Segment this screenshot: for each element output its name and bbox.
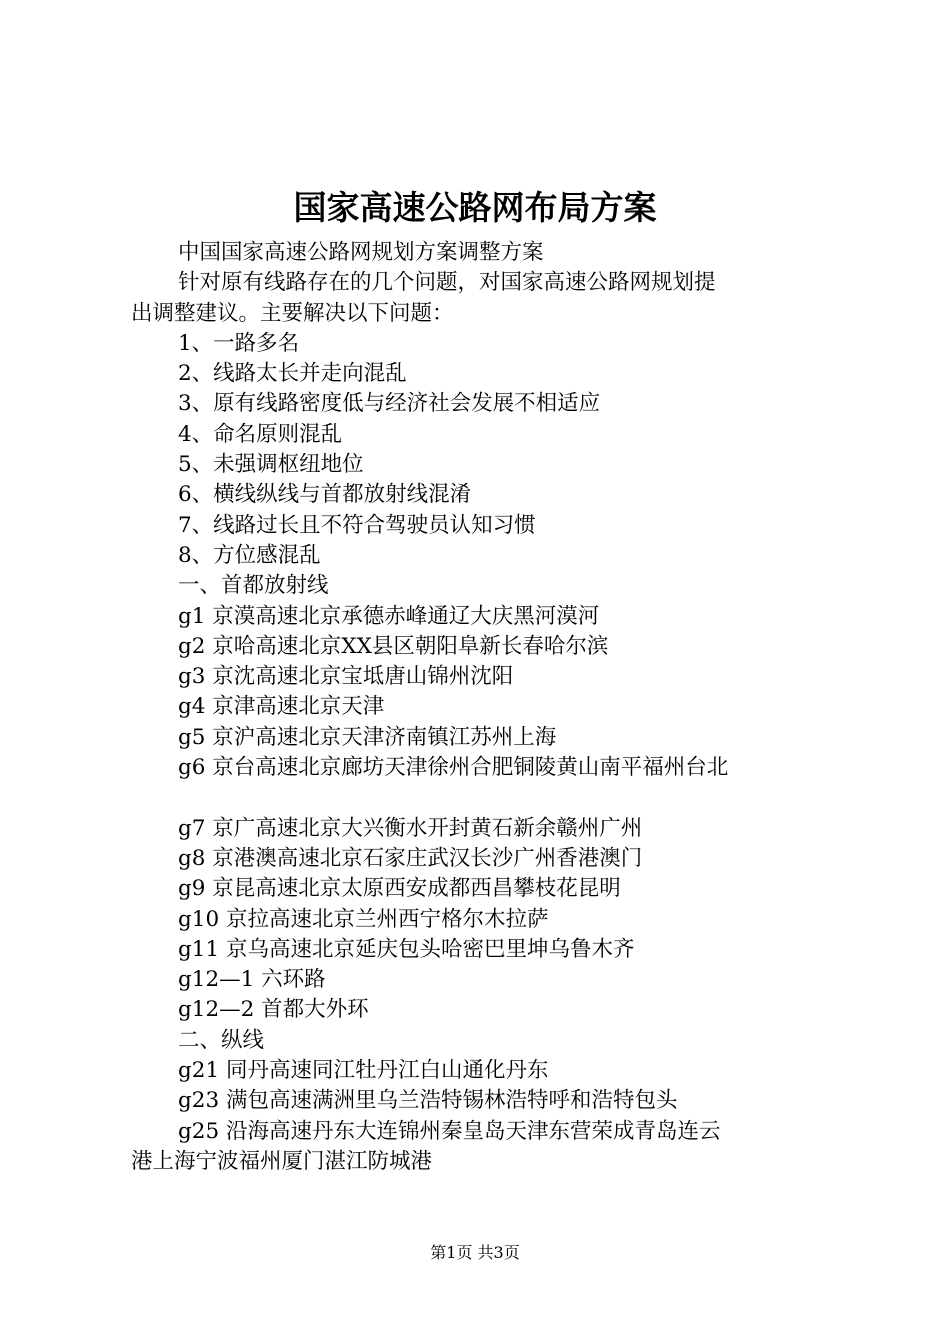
page-footer: 第1页 共3页 xyxy=(430,1243,520,1262)
route-item: g5 京沪高速北京天津济南镇江苏州上海 xyxy=(178,724,557,750)
route-item: g25 沿海高速丹东大连锦州秦皇岛天津东营荣成青岛连云 xyxy=(178,1118,721,1144)
problem-item: 2、线路太长并走向混乱 xyxy=(178,361,407,387)
route-item: g12—1 六环路 xyxy=(178,967,326,993)
route-item: g1 京漠高速北京承德赤峰通辽大庆黑河漠河 xyxy=(178,603,600,629)
problem-item: 5、未强调枢纽地位 xyxy=(178,452,364,478)
blank-line xyxy=(131,783,831,813)
route-item: g6 京台高速北京廊坊天津徐州合肥铜陵黄山南平福州台北 xyxy=(178,755,729,781)
route-item: g12—2 首都大外环 xyxy=(178,997,369,1023)
route-item: g4 京津高速北京天津 xyxy=(178,694,385,720)
problem-item: 6、横线纵线与首都放射线混淆 xyxy=(178,482,472,508)
route-item: g2 京哈高速北京XX县区朝阳阜新长春哈尔滨 xyxy=(178,633,609,659)
paragraph-subtitle: 中国国家高速公路网规划方案调整方案 xyxy=(178,240,544,265)
problem-item: 1、一路多名 xyxy=(178,330,300,356)
document-title: 国家高速公路网布局方案 xyxy=(293,188,657,227)
section-heading-vertical: 二、纵线 xyxy=(178,1027,265,1053)
problem-item: 7、线路过长且不符合驾驶员认知习惯 xyxy=(178,512,536,538)
route-item: g7 京广高速北京大兴衡水开封黄石新余赣州广州 xyxy=(178,815,643,841)
route-item: g8 京港澳高速北京石家庄武汉长沙广州香港澳门 xyxy=(178,845,643,871)
paragraph-intro: 针对原有线路存在的几个问题，对国家高速公路网规划提 xyxy=(178,270,716,296)
route-item: g9 京昆高速北京太原西安成都西昌攀枝花昆明 xyxy=(178,876,621,902)
route-item: g11 京乌高速北京延庆包头哈密巴里坤乌鲁木齐 xyxy=(178,936,635,962)
route-item-continued: 港上海宁波福州厦门湛江防城港 xyxy=(131,1148,433,1174)
document-body xyxy=(131,238,831,1177)
route-item: g3 京沈高速北京宝坻唐山锦州沈阳 xyxy=(178,664,514,690)
problem-item: 4、命名原则混乱 xyxy=(178,421,343,447)
route-item: g10 京拉高速北京兰州西宁格尔木拉萨 xyxy=(178,906,549,932)
problem-item: 3、原有线路密度低与经济社会发展不相适应 xyxy=(178,391,601,417)
problem-item: 8、方位感混乱 xyxy=(178,542,321,568)
route-item: g23 满包高速满洲里乌兰浩特锡林浩特呼和浩特包头 xyxy=(178,1088,678,1114)
route-item: g21 同丹高速同江牡丹江白山通化丹东 xyxy=(178,1058,549,1084)
section-heading-radial: 一、首都放射线 xyxy=(178,573,329,599)
paragraph-intro-continued: 出调整建议。主要解决以下问题： xyxy=(131,300,454,326)
